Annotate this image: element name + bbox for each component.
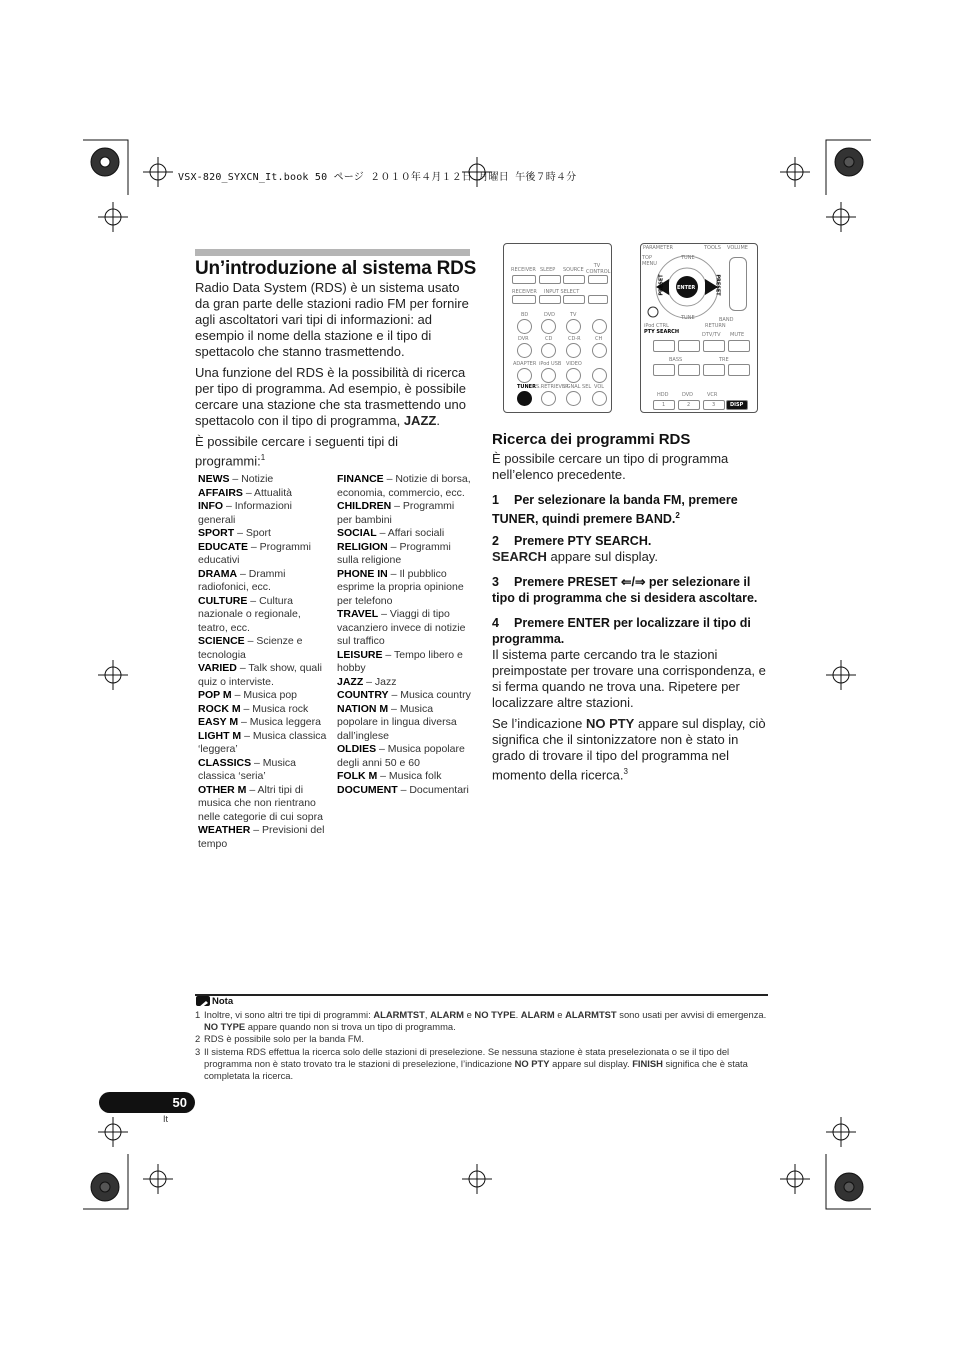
fn-bold: ALARMTST bbox=[373, 1009, 425, 1020]
fn-bold: ALARM bbox=[520, 1009, 555, 1020]
title-bar bbox=[195, 249, 470, 256]
rc-button bbox=[728, 340, 750, 352]
program-type-name: DRAMA bbox=[198, 567, 238, 580]
fn-bold: FINISH bbox=[632, 1057, 663, 1069]
fn-text: Inoltre, vi sono altri tre tipi di programmi: bbox=[204, 1009, 374, 1020]
program-type-name: EASY M bbox=[198, 716, 239, 728]
rc-label: VOL bbox=[594, 384, 605, 390]
intro-paragraph-1: Radio Data System (RDS) è un sistema usato da gran parte delle stazioni radio FM per fornire agli ascoltatori vari tipi di informazioni: ad esempio il nome della stazione e il tipo di spettacolo che stanno trasmettendo. bbox=[195, 280, 469, 359]
rc-label: SLEEP bbox=[540, 267, 556, 273]
fn-bold: NO TYPE bbox=[474, 1009, 516, 1020]
program-type-entry bbox=[198, 784, 330, 825]
program-types-left-column bbox=[198, 473, 330, 851]
program-type-entry bbox=[198, 703, 330, 717]
footnote-3 bbox=[195, 1046, 767, 1083]
program-type-description: – Musica leggera bbox=[238, 716, 321, 728]
program-type-description: – Il pubblico esprime la propria opinione per telefono bbox=[337, 567, 464, 607]
program-type-name: SCIENCE bbox=[198, 635, 245, 647]
rc-button bbox=[566, 319, 581, 334]
rc-label: CD-R bbox=[568, 336, 581, 342]
rc-label-preset: PRESET bbox=[714, 274, 721, 296]
rc-button bbox=[653, 364, 675, 376]
rc-label: VIDEO bbox=[566, 361, 582, 367]
rc-label: RECEIVER bbox=[512, 289, 537, 295]
rc-button bbox=[678, 400, 700, 410]
rc-button bbox=[592, 343, 607, 358]
fn-text: significa che è stata completata la ricerca. bbox=[204, 1057, 748, 1082]
para2-end: . bbox=[436, 413, 440, 428]
program-type-description: – Viaggi di tipo vacanziero invece di notizie sul traffico bbox=[337, 608, 466, 647]
program-type-name: CULTURE bbox=[198, 594, 248, 607]
program-type-description: – Scienze e tecnologia bbox=[198, 635, 303, 661]
program-type-description: – Jazz bbox=[363, 675, 397, 688]
registration-sunburst-bottom-right bbox=[835, 1173, 863, 1201]
program-type-description: – Musica popolare degli anni 50 e 60 bbox=[337, 743, 465, 769]
rc-label: 3 bbox=[712, 402, 716, 408]
rc-label: TRE bbox=[719, 357, 729, 363]
program-type-name: COUNTRY bbox=[337, 689, 389, 701]
fn-bold: NO PTY bbox=[514, 1057, 550, 1069]
footnote-1 bbox=[195, 1009, 767, 1033]
step-number: 4 bbox=[492, 616, 499, 630]
para3-text: È possibile cercare i seguenti tipi di programmi: bbox=[195, 434, 399, 469]
rc-button bbox=[517, 368, 532, 383]
rc-label-enter: ENTER bbox=[677, 285, 696, 291]
rc-button bbox=[566, 343, 581, 358]
program-type-description: – Programmi per bambini bbox=[337, 500, 455, 526]
program-type-name: CHILDREN bbox=[337, 500, 392, 512]
note-pencil-icon bbox=[196, 996, 210, 1006]
remote-illustration-right bbox=[640, 243, 758, 413]
footnote-ref-3: 3 bbox=[623, 767, 628, 776]
program-type-entry bbox=[198, 541, 330, 568]
program-type-entry bbox=[198, 757, 330, 784]
program-type-description: – Programmi sulla religione bbox=[337, 540, 451, 566]
footnote-3-text bbox=[204, 1046, 767, 1083]
rc-button bbox=[539, 295, 561, 304]
rc-button bbox=[512, 275, 536, 284]
rc-label: CH bbox=[595, 336, 603, 342]
footnote-number: 3 bbox=[195, 1045, 201, 1057]
program-type-name: POP M bbox=[198, 689, 232, 701]
rc-button bbox=[541, 391, 556, 406]
program-type-entry bbox=[198, 595, 330, 636]
rc-label: TV CONTROL bbox=[586, 263, 611, 275]
registration-sunburst-top-left bbox=[91, 148, 119, 176]
program-type-name: NEWS bbox=[198, 473, 230, 485]
program-type-description: – Programmi educativi bbox=[198, 540, 311, 566]
step-4-paragraph-1: Il sistema parte cercando tra le stazioni preimpostate per trovare una corrispondenza, e si ferma quando ne trova una. Ripetere per localizzare altre stazioni. bbox=[492, 647, 766, 710]
rc-button bbox=[517, 343, 532, 358]
program-type-name: OTHER M bbox=[198, 783, 247, 796]
program-type-entry bbox=[337, 473, 471, 500]
rds-search-intro: È possibile cercare un tipo di programma nell’elenco precedente. bbox=[492, 451, 729, 482]
program-type-name: PHONE IN bbox=[337, 567, 388, 580]
program-type-description: – Previsioni del tempo bbox=[198, 824, 325, 850]
rc-label: TV bbox=[570, 312, 577, 318]
rc-volume-rocker bbox=[729, 257, 747, 311]
rc-button bbox=[517, 319, 532, 334]
step-number: 2 bbox=[492, 534, 499, 548]
footnote-ref-2: 2 bbox=[675, 511, 680, 520]
program-types-right-column bbox=[337, 473, 471, 797]
rc-button bbox=[566, 368, 581, 383]
rc-label: VOLUME bbox=[727, 245, 748, 251]
program-type-entry bbox=[198, 473, 330, 487]
fn-text: appare quando non si trova un tipo di programma. bbox=[245, 1021, 456, 1033]
fn-bold: NO TYPE bbox=[204, 1021, 246, 1033]
program-type-description: – Altri tipi di musica che non rientrano nelle categorie di cui sopra bbox=[198, 783, 323, 823]
rc-label: iPod CTRL bbox=[644, 323, 669, 329]
rds-search-title: Ricerca dei programmi RDS bbox=[492, 431, 691, 448]
rc-button bbox=[592, 319, 607, 334]
fn-text: appare sul display. bbox=[549, 1057, 633, 1069]
rc-label: RETURN bbox=[705, 323, 726, 329]
rc-button bbox=[541, 368, 556, 383]
para2-text: Una funzione del RDS è la possibilità di ricerca per tipo di programma. Ad esempio, è possibile cercare una stazione che sta trasmettendo uno spettacolo con il tipo di programma, bbox=[195, 365, 466, 428]
program-type-name: SOCIAL bbox=[337, 527, 377, 539]
rc-button bbox=[592, 368, 607, 383]
rc-label-pty-search: PTY SEARCH bbox=[644, 329, 680, 335]
program-type-entry bbox=[198, 716, 330, 730]
step-1 bbox=[492, 492, 770, 527]
rc-label: DTV/TV bbox=[702, 332, 721, 338]
program-type-name: OLDIES bbox=[337, 743, 377, 755]
program-type-entry bbox=[337, 676, 471, 690]
program-type-name: VARIED bbox=[198, 662, 237, 674]
program-type-description: – Talk show, quali quiz o interviste. bbox=[198, 662, 322, 688]
program-type-description: – Musica folk bbox=[377, 770, 442, 782]
notes-heading: Nota bbox=[212, 996, 234, 1007]
rc-button bbox=[588, 295, 608, 304]
rc-button bbox=[703, 340, 725, 352]
program-type-description: – Drammi radiofonici, ecc. bbox=[198, 567, 286, 593]
program-type-entry bbox=[198, 487, 330, 501]
step-2-rest: appare sul display. bbox=[546, 549, 658, 564]
fn-bold: ALARM bbox=[430, 1009, 464, 1020]
program-type-description: – Musica pop bbox=[231, 689, 298, 701]
fn-text: e bbox=[463, 1009, 475, 1020]
program-type-name: DOCUMENT bbox=[337, 783, 398, 796]
para2-bold: JAZZ bbox=[403, 413, 437, 428]
language-code: It bbox=[163, 1114, 169, 1124]
step-4-body bbox=[492, 647, 770, 783]
program-type-description: – Attualità bbox=[242, 486, 292, 499]
step-3-text-end: per selezionare il tipo di programma che si desidera ascoltare. bbox=[492, 575, 758, 605]
step-number: 1 bbox=[492, 493, 499, 507]
step-4 bbox=[492, 615, 770, 647]
rc-label: TOOLS bbox=[704, 245, 721, 251]
program-type-entry bbox=[337, 500, 471, 527]
program-type-entry bbox=[337, 608, 471, 649]
rc-button bbox=[563, 275, 585, 284]
rc-label: 2 bbox=[687, 402, 691, 408]
program-type-description: – Notizie di borsa, economia, commercio, ecc. bbox=[337, 473, 471, 499]
program-type-name: LIGHT M bbox=[198, 729, 242, 742]
step-2-bold: SEARCH bbox=[492, 549, 547, 564]
program-type-entry bbox=[337, 649, 471, 676]
program-type-name: LEISURE bbox=[337, 648, 383, 661]
program-type-entry bbox=[337, 770, 471, 784]
rc-label: DISP bbox=[730, 402, 744, 408]
footnote-ref-1: 1 bbox=[260, 453, 266, 462]
footnote-1-text bbox=[204, 1009, 767, 1033]
rc-label: VCR bbox=[707, 392, 718, 398]
preset-arrows-icon: ⇐/⇒ bbox=[621, 575, 646, 589]
program-type-entry bbox=[337, 541, 471, 568]
page-number: 50 bbox=[172, 1095, 187, 1110]
rc-label: BASS bbox=[669, 357, 683, 363]
footnote-2-text: RDS è possibile solo per la banda FM. bbox=[204, 1033, 364, 1045]
program-type-entry bbox=[198, 662, 330, 689]
program-type-name: ROCK M bbox=[198, 702, 241, 715]
program-type-entry bbox=[337, 743, 471, 770]
fn-bold: ALARMTST bbox=[565, 1009, 617, 1020]
rc-label: SIGNAL SEL bbox=[562, 384, 592, 390]
rc-button bbox=[703, 364, 725, 376]
rc-label: HDD bbox=[657, 392, 669, 398]
program-type-entry bbox=[337, 703, 471, 744]
step-2-text: Premere PTY SEARCH. bbox=[514, 534, 652, 548]
intro-paragraph-3 bbox=[195, 434, 471, 469]
rc-button bbox=[563, 295, 585, 304]
program-type-description: – Musica classica ‘seria’ bbox=[198, 756, 297, 782]
step-number: 3 bbox=[492, 575, 499, 589]
footnote-number: 2 bbox=[195, 1033, 201, 1045]
fn-text: Il sistema RDS effettua la ricerca solo delle stazioni di preselezione. Se nessuna stazione è stata preselezionata o se il tipo del programma non è stato trovato tra le stazioni di preselezione, l’indicazione bbox=[204, 1045, 730, 1069]
page-number-badge bbox=[99, 1092, 195, 1113]
rc-label: DVR bbox=[518, 336, 529, 342]
step-3-text: Premere PRESET bbox=[514, 575, 621, 589]
rc-button bbox=[653, 400, 675, 410]
rc-label: S.RETRIEVER bbox=[536, 384, 569, 390]
rc-label: 1 bbox=[662, 402, 666, 408]
step-4-p2-end: appare sul display, ciò significa che il sintonizzatore non è stato in grado di trovare il tipo del programma nel momento della ricerca. bbox=[492, 716, 766, 783]
step-2 bbox=[492, 533, 770, 549]
rc-label: TUNE bbox=[681, 255, 695, 261]
program-type-name: CLASSICS bbox=[198, 756, 252, 769]
registration-sunburst-bottom-left bbox=[91, 1173, 119, 1201]
rc-button bbox=[653, 340, 675, 352]
program-type-description: – Musica popolare in lingua diversa dall’inglese bbox=[337, 702, 457, 742]
fn-text: sono usati per avvisi di emergenza. bbox=[616, 1009, 767, 1020]
program-type-entry bbox=[198, 635, 330, 662]
rc-button bbox=[566, 391, 581, 406]
step-1-text: Per selezionare la banda FM, premere TUNER, quindi premere BAND. bbox=[492, 493, 738, 527]
program-type-name: AFFAIRS bbox=[198, 486, 243, 499]
registration-sunburst-top-right bbox=[835, 148, 863, 176]
step-4-text: Premere ENTER per localizzare il tipo di programma. bbox=[492, 616, 751, 646]
footnote-number: 1 bbox=[195, 1009, 201, 1020]
step-4-p2-text: Se l’indicazione bbox=[492, 716, 586, 731]
rc-label-preset: PRESET bbox=[658, 274, 665, 296]
program-type-description: – Musica classica ‘leggera’ bbox=[198, 729, 327, 755]
program-type-entry bbox=[337, 784, 471, 798]
rc-button bbox=[678, 364, 700, 376]
program-type-name: NATION M bbox=[337, 702, 389, 715]
fn-text: , bbox=[424, 1009, 431, 1020]
program-type-name: TRAVEL bbox=[337, 608, 379, 620]
footnote-2 bbox=[195, 1033, 767, 1045]
tuner-button-highlight bbox=[517, 391, 532, 406]
intro-text bbox=[195, 280, 471, 469]
rc-label: BD bbox=[521, 312, 529, 318]
rc-label: DVD bbox=[682, 392, 694, 398]
rc-button bbox=[541, 319, 556, 334]
program-type-entry bbox=[198, 568, 330, 595]
program-type-entry bbox=[198, 824, 330, 851]
program-type-description: – Tempo libero e hobby bbox=[337, 648, 463, 674]
rc-return-icon bbox=[647, 306, 659, 318]
program-type-name: SPORT bbox=[198, 527, 235, 539]
rc-label: SOURCE bbox=[563, 267, 584, 273]
program-type-description: – Cultura nazionale o regionale, teatro, ecc. bbox=[198, 594, 301, 634]
rc-button bbox=[703, 400, 725, 410]
program-type-entry bbox=[337, 689, 471, 703]
program-type-description: – Musica rock bbox=[240, 702, 309, 715]
program-type-name: JAZZ bbox=[337, 675, 364, 688]
program-type-entry bbox=[198, 730, 330, 757]
rc-label: TUNE bbox=[681, 315, 695, 321]
fn-text: e bbox=[554, 1009, 566, 1020]
program-type-entry bbox=[198, 527, 330, 541]
rc-label-tuner: TUNER bbox=[517, 384, 536, 390]
program-type-description: – Musica country bbox=[388, 689, 471, 701]
rc-label: RECEIVER bbox=[511, 267, 536, 273]
note-pencil-icon-svg bbox=[196, 999, 210, 1009]
rc-button bbox=[541, 343, 556, 358]
rc-label: DVD bbox=[544, 312, 556, 318]
program-type-description: – Notizie bbox=[229, 473, 274, 485]
program-type-description: – Affari sociali bbox=[376, 527, 445, 539]
rc-button bbox=[678, 340, 700, 352]
program-type-name: EDUCATE bbox=[198, 540, 248, 553]
program-type-entry bbox=[337, 568, 471, 609]
program-type-name: RELIGION bbox=[337, 540, 388, 553]
rc-button bbox=[588, 275, 608, 284]
rc-label: TOP MENU bbox=[642, 255, 657, 267]
rc-label: BAND bbox=[719, 317, 734, 323]
intro-paragraph-2 bbox=[195, 365, 471, 429]
notes-rule bbox=[195, 994, 768, 996]
step-2-body bbox=[492, 549, 770, 565]
rc-label: PARAMETER bbox=[643, 245, 673, 251]
rc-button bbox=[592, 391, 607, 406]
rc-label: INPUT SELECT bbox=[544, 289, 580, 295]
program-type-description: – Sport bbox=[234, 527, 271, 539]
section-title: Un’introduzione al sistema RDS bbox=[195, 258, 477, 279]
rc-disp-button bbox=[726, 400, 748, 410]
program-type-name: FOLK M bbox=[337, 770, 378, 782]
program-type-name: INFO bbox=[198, 500, 224, 512]
step-4-paragraph-2 bbox=[492, 716, 770, 783]
program-type-entry bbox=[198, 500, 330, 527]
program-type-description: – Documentari bbox=[397, 783, 469, 796]
rc-button bbox=[512, 295, 536, 304]
program-type-entry bbox=[198, 689, 330, 703]
program-type-name: WEATHER bbox=[198, 824, 251, 836]
remote-illustration-left bbox=[503, 243, 612, 413]
rc-label: CD bbox=[545, 336, 553, 342]
step-3 bbox=[492, 574, 770, 606]
rc-label: ADAPTER bbox=[513, 361, 537, 367]
rc-button bbox=[539, 275, 561, 284]
program-type-description: – Informazioni generali bbox=[198, 500, 292, 526]
program-type-name: FINANCE bbox=[337, 473, 384, 485]
rc-button bbox=[728, 364, 750, 376]
fn-text: . bbox=[515, 1009, 521, 1020]
step-4-p2-bold: NO PTY bbox=[585, 716, 635, 731]
print-header: VSX-820_SYXCN_It.book 50 ページ ２０１０年４月１２日 月曜日 午後７時４分 bbox=[178, 172, 577, 183]
rc-label: MUTE bbox=[730, 332, 745, 338]
program-type-entry bbox=[337, 527, 471, 541]
footnotes bbox=[195, 1009, 767, 1082]
rc-label: iPod USB bbox=[539, 361, 562, 367]
